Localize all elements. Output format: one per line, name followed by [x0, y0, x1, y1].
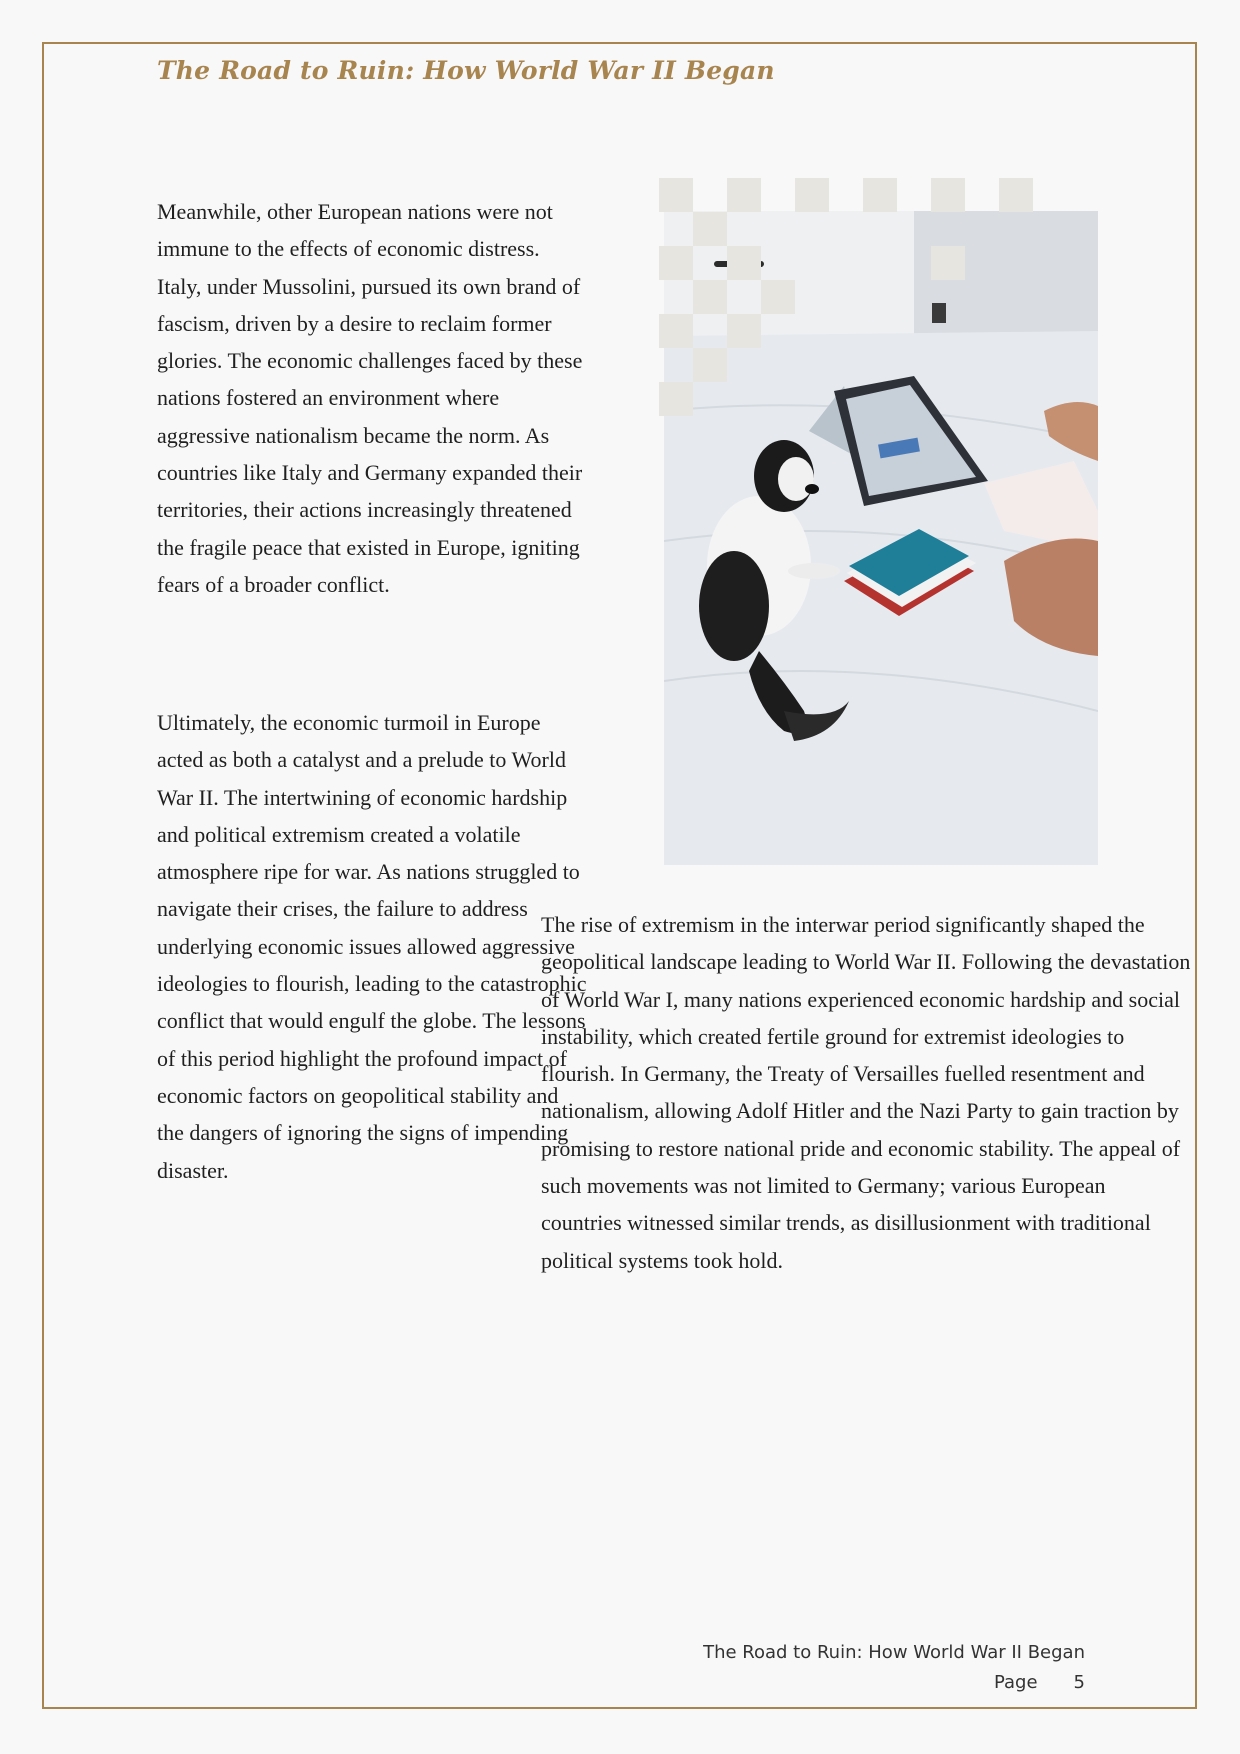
footer-page: [994, 1672, 1085, 1693]
paragraph-rise-of-extremism: The rise of extremism in the interwar period significantly shaped the geopolitical landscape leading to World War II. Following the devastation of World War I, many nations experienced economic hardship and social instability, which created fertile ground for extremist ideologies to flourish. In Germany, the Treaty of Versailles fuelled resentment and nationalism, allowing Adolf Hitler and the Nazi Party to gain traction by promising to restore national pride and economic stability. The appeal of such movements was not limited to Germany; various European countries witnessed similar trends, as disillusionment with traditional political systems took hold.: [541, 912, 1191, 1273]
footer-title: The Road to Ruin: How World War II Began: [703, 1642, 1085, 1663]
paragraph-economic-distress: Meanwhile, other European nations were not immune to the effects of economic distress. Italy, under Mussolini, pursued its own brand of fascism, driven by a desire to reclaim former glories. The economic challenges faced by these nations fostered an environment where aggressive nationalism became the norm. As countries like Italy and Germany expanded their territories, their actions increasingly threatened the fragile peace that existed in Europe, igniting fears of a broader conflict.: [157, 199, 583, 597]
paragraph-economic-turmoil: Ultimately, the economic turmoil in Europe acted as both a catalyst and a prelude to World War II. The intertwining of economic hardship and political extremism created a volatile atmosphere ripe for war. As nations struggled to navigate their crises, the failure to address underlying economic issues allowed aggressive ideologies to flourish, leading to the catastrophic conflict that would engulf the globe. The lessons of this period highlight the profound impact of economic factors on geopolitical stability and the dangers of ignoring the signs of impending disaster.: [157, 710, 587, 1183]
header-title: The Road to Ruin: How World War II Began: [157, 56, 775, 85]
footer-page-number: 5: [1073, 1672, 1085, 1693]
checkerboard-decoration: [659, 178, 1039, 428]
footer-page-label: Page: [993, 1672, 1038, 1693]
